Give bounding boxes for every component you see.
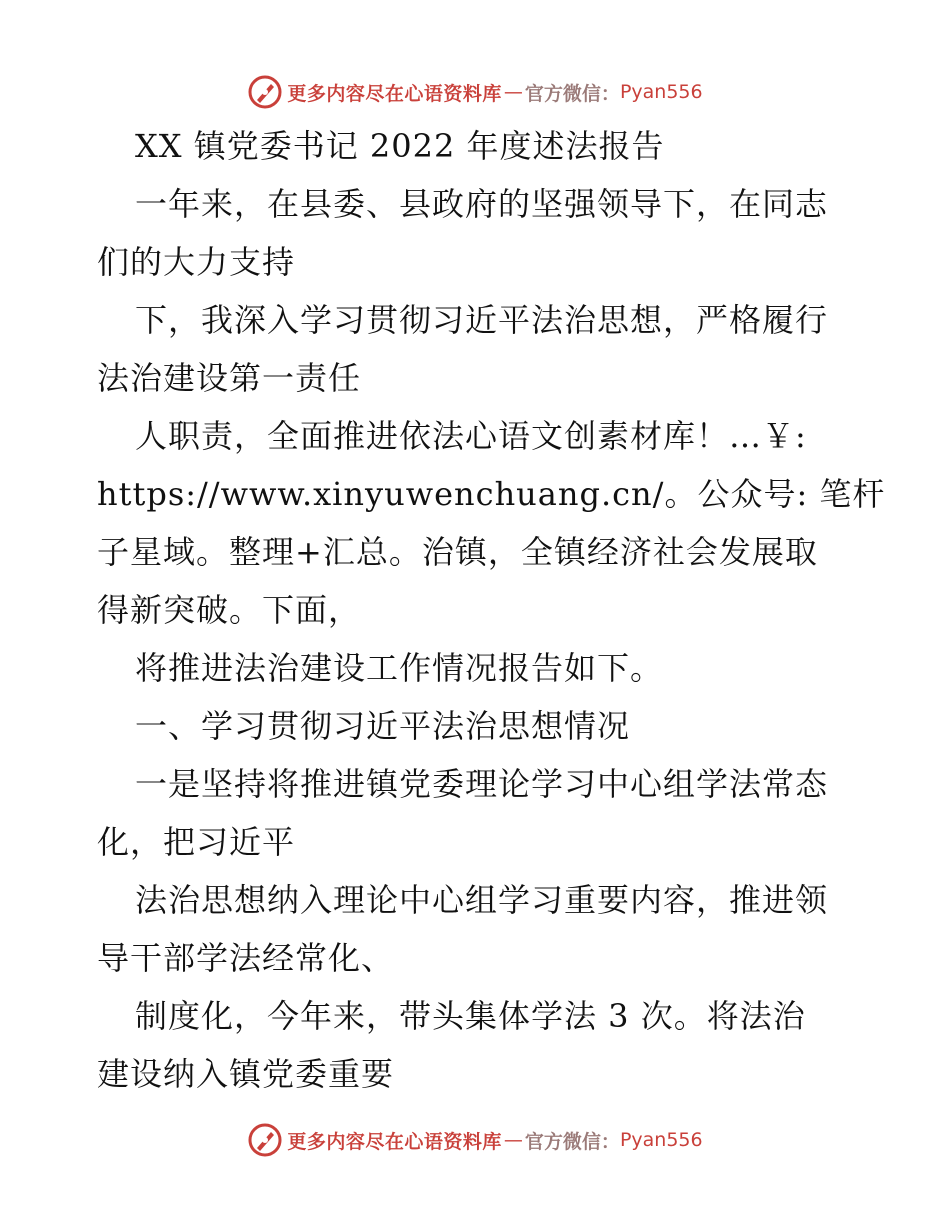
banner-dash: — bbox=[503, 1129, 523, 1151]
text-line: 一、学习贯彻习近平法治思想情况 bbox=[135, 707, 631, 745]
text-line: 法治思想纳入理论中心组学习重要内容，推进领 bbox=[135, 881, 829, 919]
pen-logo-icon bbox=[247, 74, 283, 110]
text-line: 下，我深入学习贯彻习近平法治思想，严格履行 bbox=[135, 301, 829, 339]
text-line: 人职责，全面推进依法心语文创素材库！…￥: bbox=[135, 417, 807, 455]
pen-logo-icon bbox=[247, 1122, 283, 1158]
text-line: 将推进法治建设工作情况报告如下。 bbox=[135, 649, 664, 687]
text-line: 一是坚持将推进镇党委理论学习中心组学法常态 bbox=[135, 765, 829, 803]
text-line: 建设纳入镇党委重要 bbox=[97, 1055, 395, 1093]
banner-dash: — bbox=[503, 81, 523, 103]
document-body bbox=[97, 117, 886, 1103]
text-line: 制度化，今年来，带头集体学法 3 次。将法治 bbox=[135, 997, 806, 1035]
watermark-banner-top bbox=[0, 72, 950, 112]
banner-wechat-id: Pyan556 bbox=[619, 81, 703, 103]
text-line: 导干部学法经常化、 bbox=[97, 939, 395, 977]
banner-text: 更多内容尽在心语资料库 bbox=[287, 82, 502, 105]
text-line: 子星域。整理+汇总。治镇，全镇经济社会发展取 bbox=[97, 533, 818, 571]
banner-wechat-label: 官方微信： bbox=[524, 1130, 620, 1153]
text-line: 法治建设第一责任 bbox=[97, 359, 362, 397]
banner-text: 更多内容尽在心语资料库 bbox=[287, 1130, 502, 1153]
text-line: https://www.xinyuwenchuang.cn/。公众号: 笔杆 bbox=[97, 475, 886, 513]
text-line: 们的大力支持 bbox=[97, 243, 296, 281]
document-title: XX 镇党委书记 2022 年度述法报告 bbox=[135, 127, 665, 165]
watermark-banner-bottom bbox=[0, 1120, 950, 1160]
text-line: 化，把习近平 bbox=[97, 823, 296, 861]
text-line: 得新突破。下面， bbox=[97, 591, 362, 629]
text-line: 一年来，在县委、县政府的坚强领导下，在同志 bbox=[135, 185, 829, 223]
banner-wechat-id: Pyan556 bbox=[619, 1129, 703, 1151]
banner-wechat-label: 官方微信： bbox=[524, 82, 620, 105]
